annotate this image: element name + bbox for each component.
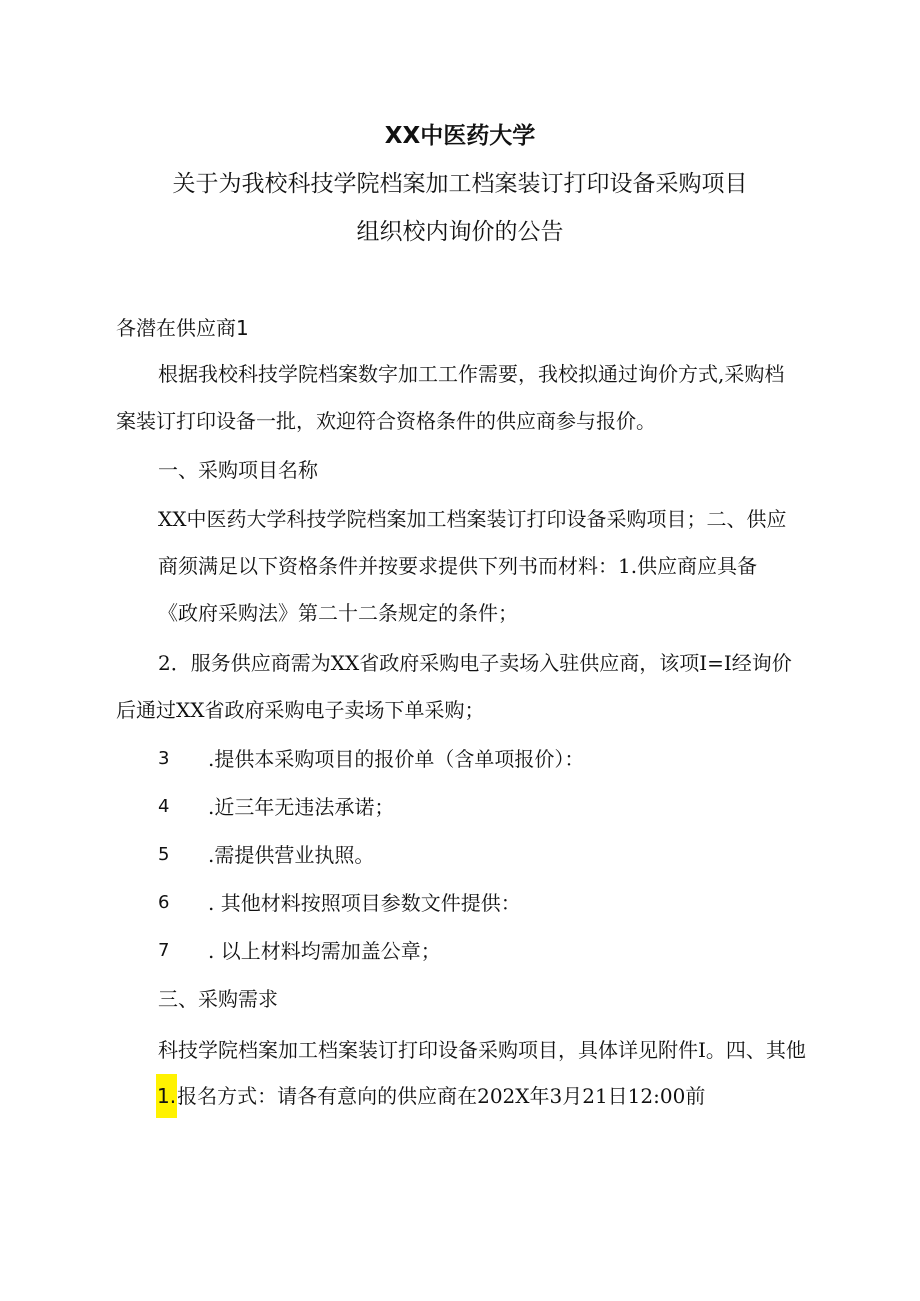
- document-title: [0, 112, 920, 256]
- section1-line-1: XX中医药大学科技学院档案加工档案装订打印设备采购项目；二、供应: [158, 507, 787, 531]
- list-item-text: . 以上材料均需加盖公章；: [208, 939, 441, 963]
- salutation: 各潜在供应商1: [116, 316, 249, 340]
- highlighted-number: 1.: [156, 1074, 177, 1118]
- title-line-university: XX中医药大学: [384, 123, 536, 149]
- intro-line-1: 根据我校科技学院档案数字加工工作需要，我校拟通过询价方式,采购档: [158, 362, 785, 386]
- list-item-number: 6: [158, 892, 170, 913]
- item2-line-2: 后通过XX省政府采购电子卖场下单采购；: [116, 698, 485, 722]
- section-heading-project-name: 一、采购项目名称: [158, 458, 318, 482]
- list-item-text: . 其他材料按照项目参数文件提供：: [208, 891, 521, 915]
- list-item-text: .提供本采购项目的报价单（含单项报价）：: [208, 747, 585, 771]
- list-item-number: 5: [158, 844, 170, 865]
- section1-line-3: 《政府采购法》第二十二条规定的条件；: [158, 601, 518, 625]
- list-item-number: 3: [158, 748, 170, 769]
- list-item-number: 7: [158, 940, 170, 961]
- signup-text: 报名方式：请各有意向的供应商在202X年3月21日12:00前: [177, 1084, 706, 1108]
- section1-line-2: 商须满足以下资格条件并按要求提供下列书而材料：1.供应商应具备: [158, 554, 758, 578]
- list-item-text: .近三年无违法承诺；: [208, 795, 395, 819]
- title-line-subject-cont: 组织校内询价的公告: [356, 219, 564, 245]
- list-item-text: .需提供营业执照。: [208, 843, 375, 867]
- intro-line-2: 案装订打印设备一批，欢迎符合资格条件的供应商参与报价。: [116, 409, 656, 433]
- item2-line-1: 2．服务供应商需为XX省政府采购电子卖场入驻供应商，该项I=I经询价: [158, 651, 792, 675]
- section3-line-1: 科技学院档案加工档案装订打印设备采购项目，具体详见附件I。四、其他: [158, 1038, 806, 1062]
- title-line-subject: 关于为我校科技学院档案加工档案装订打印设备采购项目: [172, 171, 748, 197]
- list-item-number: 4: [158, 796, 170, 817]
- section-heading-requirements: 三、采购需求: [158, 987, 278, 1011]
- signup-line: [156, 1081, 705, 1118]
